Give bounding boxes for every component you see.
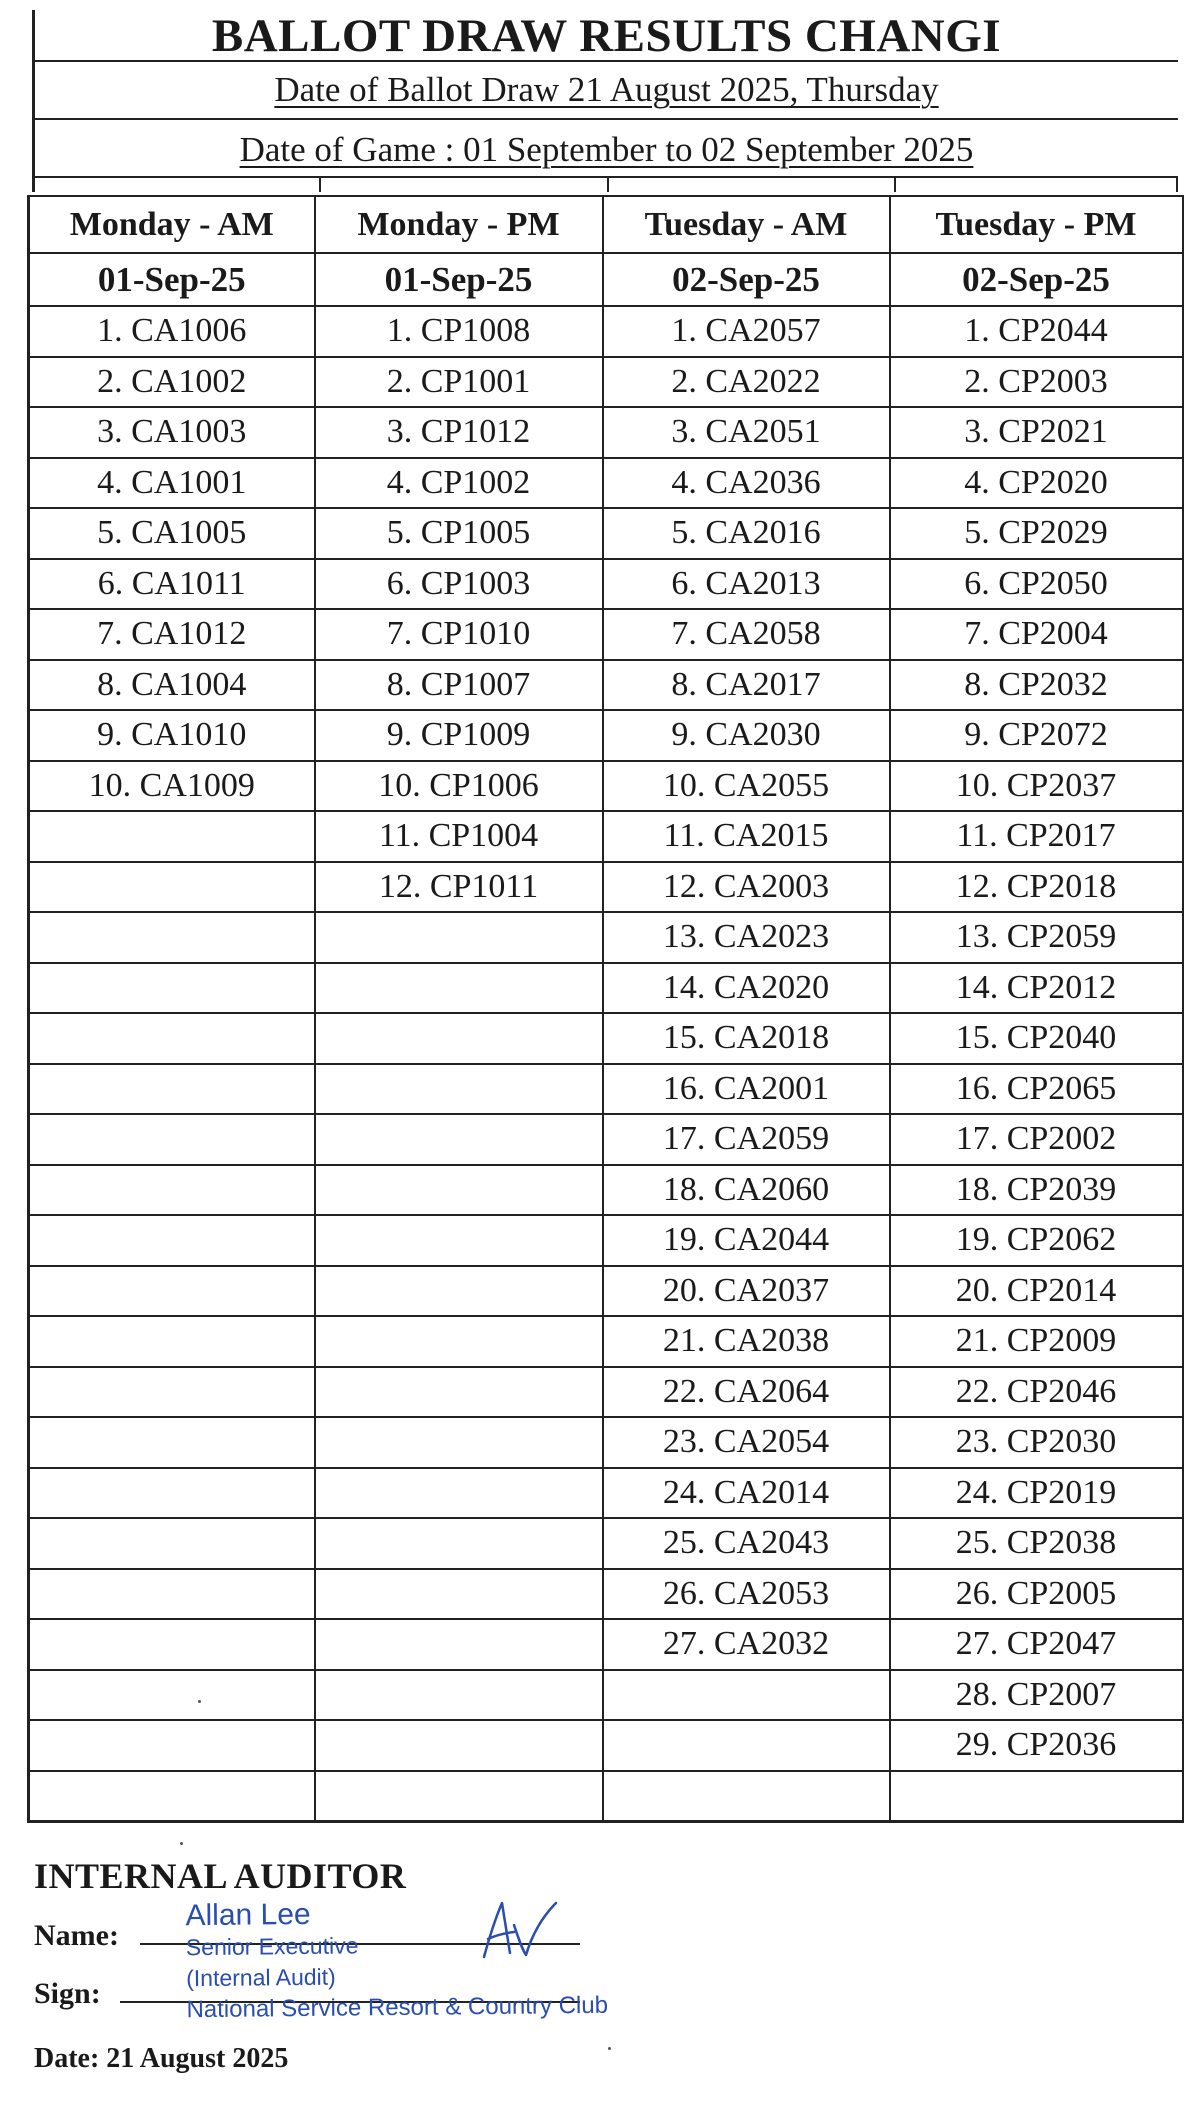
ballot-entry-cell: [315, 1064, 603, 1115]
ballot-entry-cell: 15. CP2040: [890, 1013, 1183, 1064]
table-row: [29, 1064, 1183, 1115]
ballot-entry-cell: 10. CA1009: [29, 761, 315, 812]
ballot-entry-cell: 6. CP2050: [890, 559, 1183, 610]
ballot-entry-cell: [603, 1771, 890, 1822]
ballot-entry-cell: [315, 1215, 603, 1266]
ballot-entry-cell: 17. CP2002: [890, 1114, 1183, 1165]
ballot-entry-cell: 9. CA1010: [29, 710, 315, 761]
ballot-entry-cell: 13. CA2023: [603, 912, 890, 963]
ballot-entry-cell: 4. CP2020: [890, 458, 1183, 509]
ballot-entry-cell: [29, 1013, 315, 1064]
ballot-draw-date-row: [32, 60, 1178, 118]
ballot-entry-cell: [315, 1013, 603, 1064]
auditor-title: INTERNAL AUDITOR: [34, 1856, 407, 1896]
ballot-entry-cell: 3. CP1012: [315, 407, 603, 458]
ballot-entry-cell: [315, 1165, 603, 1216]
table-row: [29, 912, 1183, 963]
ballot-entry-cell: 18. CA2060: [603, 1165, 890, 1216]
column-date-header: 02-Sep-25: [890, 253, 1183, 306]
ballot-entry-cell: [29, 963, 315, 1014]
ballot-entry-cell: 24. CP2019: [890, 1468, 1183, 1519]
ballot-entry-cell: 23. CA2054: [603, 1417, 890, 1468]
ballot-entry-cell: 5. CA2016: [603, 508, 890, 559]
game-date-row: [32, 118, 1178, 176]
ballot-entry-cell: 6. CA1011: [29, 559, 315, 610]
table-row: [29, 1215, 1183, 1266]
table-row: [29, 1619, 1183, 1670]
scan-speck: [198, 1700, 201, 1703]
table-row: [29, 1468, 1183, 1519]
ballot-entry-cell: 8. CP2032: [890, 660, 1183, 711]
column-day-header: Tuesday - PM: [890, 196, 1183, 253]
ballot-entry-cell: [315, 1720, 603, 1771]
ballot-entry-cell: 10. CA2055: [603, 761, 890, 812]
ballot-entry-cell: 8. CP1007: [315, 660, 603, 711]
ballot-entry-cell: 29. CP2036: [890, 1720, 1183, 1771]
ballot-entry-cell: 26. CP2005: [890, 1569, 1183, 1620]
ballot-entry-cell: [315, 1468, 603, 1519]
ballot-entry-cell: [29, 811, 315, 862]
ballot-entry-cell: 2. CA1002: [29, 357, 315, 408]
ballot-entry-cell: 5. CA1005: [29, 508, 315, 559]
table-row: [29, 1165, 1183, 1216]
table-row: [29, 710, 1183, 761]
ballot-entry-cell: 20. CA2037: [603, 1266, 890, 1317]
ballot-entry-cell: [29, 1114, 315, 1165]
table-row: [29, 306, 1183, 357]
header-spacer-row: [32, 176, 1178, 192]
column-day-header: Tuesday - AM: [603, 196, 890, 253]
ballot-entry-cell: 1. CP2044: [890, 306, 1183, 357]
ballot-entry-cell: 1. CP1008: [315, 306, 603, 357]
ballot-entry-cell: [315, 1114, 603, 1165]
ballot-entry-cell: 11. CA2015: [603, 811, 890, 862]
ballot-entry-cell: 24. CA2014: [603, 1468, 890, 1519]
table-row: [29, 407, 1183, 458]
ballot-entry-cell: 3. CA1003: [29, 407, 315, 458]
table-row: [29, 963, 1183, 1014]
ballot-entry-cell: 20. CP2014: [890, 1266, 1183, 1317]
table-row: [29, 1670, 1183, 1721]
ballot-entry-cell: [29, 1266, 315, 1317]
ballot-entry-cell: 12. CP2018: [890, 862, 1183, 913]
ballot-entry-cell: 9. CP1009: [315, 710, 603, 761]
column-day-header: Monday - AM: [29, 196, 315, 253]
ballot-entry-cell: 9. CP2072: [890, 710, 1183, 761]
scan-speck: [608, 2047, 611, 2050]
ballot-entry-cell: 11. CP2017: [890, 811, 1183, 862]
ballot-entry-cell: [315, 1417, 603, 1468]
ballot-entry-cell: 22. CA2064: [603, 1367, 890, 1418]
ballot-entry-cell: [315, 1771, 603, 1822]
ballot-entry-cell: 4. CA1001: [29, 458, 315, 509]
ballot-draw-date: Date of Ballot Draw 21 August 2025, Thursday: [274, 70, 939, 109]
ballot-entry-cell: [29, 1316, 315, 1367]
table-row: [29, 559, 1183, 610]
ballot-entry-cell: 15. CA2018: [603, 1013, 890, 1064]
ballot-entry-cell: 22. CP2046: [890, 1367, 1183, 1418]
page-title: BALLOT DRAW RESULTS CHANGI: [32, 10, 1178, 60]
ballot-entry-cell: 10. CP1006: [315, 761, 603, 812]
signature-graphic: [480, 1895, 560, 1965]
ballot-entry-cell: 21. CA2038: [603, 1316, 890, 1367]
ballot-entry-cell: [315, 1266, 603, 1317]
ballot-entry-cell: 8. CA1004: [29, 660, 315, 711]
ballot-entry-cell: 16. CP2065: [890, 1064, 1183, 1115]
ballot-entry-cell: [603, 1670, 890, 1721]
ballot-entry-cell: [315, 1619, 603, 1670]
date-header-row: [29, 253, 1183, 306]
ballot-entry-cell: 21. CP2009: [890, 1316, 1183, 1367]
ballot-entry-cell: 9. CA2030: [603, 710, 890, 761]
stamp-position: Senior Executive: [185, 1932, 359, 1961]
table-row: [29, 458, 1183, 509]
table-row: [29, 1266, 1183, 1317]
audit-date: Date: 21 August 2025: [34, 2043, 289, 2074]
ballot-entry-cell: 1. CA2057: [603, 306, 890, 357]
table-row: [29, 1569, 1183, 1620]
ballot-entry-cell: 13. CP2059: [890, 912, 1183, 963]
stamp-organization: National Service Resort & Country Club: [186, 1991, 609, 2024]
ballot-entry-cell: [29, 1771, 315, 1822]
ballot-entry-cell: 3. CP2021: [890, 407, 1183, 458]
table-row: [29, 660, 1183, 711]
ballot-entry-cell: 25. CP2038: [890, 1518, 1183, 1569]
ballot-entry-cell: [29, 1720, 315, 1771]
sign-label: Sign:: [34, 1977, 101, 2010]
ballot-entry-cell: 7. CP1010: [315, 609, 603, 660]
name-label: Name:: [34, 1919, 119, 1952]
day-header-row: [29, 196, 1183, 253]
ballot-entry-cell: 1. CA1006: [29, 306, 315, 357]
table-row: [29, 1013, 1183, 1064]
table-row: [29, 811, 1183, 862]
ballot-entry-cell: [29, 1670, 315, 1721]
ballot-entry-cell: 19. CP2062: [890, 1215, 1183, 1266]
table-row: [29, 357, 1183, 408]
table-row: [29, 1417, 1183, 1468]
ballot-entry-cell: [315, 1569, 603, 1620]
column-date-header: 01-Sep-25: [29, 253, 315, 306]
ballot-entry-cell: [890, 1771, 1183, 1822]
ballot-entry-cell: 7. CA1012: [29, 609, 315, 660]
table-row: [29, 508, 1183, 559]
ballot-entry-cell: [29, 1367, 315, 1418]
ballot-entry-cell: [603, 1720, 890, 1771]
ballot-entry-cell: [29, 1569, 315, 1620]
ballot-entry-cell: 4. CP1002: [315, 458, 603, 509]
ballot-entry-cell: 10. CP2037: [890, 761, 1183, 812]
ballot-entry-cell: [29, 1468, 315, 1519]
ballot-entry-cell: 2. CP1001: [315, 357, 603, 408]
table-row: [29, 862, 1183, 913]
ballot-entry-cell: 18. CP2039: [890, 1165, 1183, 1216]
ballot-entry-cell: [315, 1316, 603, 1367]
table-row: [29, 609, 1183, 660]
ballot-entry-cell: 5. CP2029: [890, 508, 1183, 559]
ballot-entry-cell: 12. CA2003: [603, 862, 890, 913]
ballot-entry-cell: [29, 912, 315, 963]
game-date: Date of Game : 01 September to 02 September 2025: [239, 130, 974, 169]
ballot-entry-cell: 27. CP2047: [890, 1619, 1183, 1670]
ballot-entry-cell: 7. CP2004: [890, 609, 1183, 660]
ballot-entry-cell: 6. CA2013: [603, 559, 890, 610]
results-table: [27, 195, 1184, 1823]
ballot-entry-cell: 23. CP2030: [890, 1417, 1183, 1468]
ballot-entry-cell: 4. CA2036: [603, 458, 890, 509]
ballot-entry-cell: 14. CP2012: [890, 963, 1183, 1014]
ballot-entry-cell: 3. CA2051: [603, 407, 890, 458]
ballot-entry-cell: [29, 862, 315, 913]
ballot-entry-cell: 8. CA2017: [603, 660, 890, 711]
table-row: [29, 1771, 1183, 1822]
ballot-entry-cell: 28. CP2007: [890, 1670, 1183, 1721]
ballot-entry-cell: [315, 963, 603, 1014]
stamp-department: (Internal Audit): [186, 1963, 336, 1992]
column-date-header: 02-Sep-25: [603, 253, 890, 306]
table-row: [29, 1114, 1183, 1165]
stamp-name: Allan Lee: [185, 1897, 311, 1933]
ballot-entry-cell: 25. CA2043: [603, 1518, 890, 1569]
ballot-entry-cell: 26. CA2053: [603, 1569, 890, 1620]
ballot-entry-cell: 6. CP1003: [315, 559, 603, 610]
scan-speck: [180, 1842, 183, 1845]
table-row: [29, 1316, 1183, 1367]
ballot-entry-cell: 16. CA2001: [603, 1064, 890, 1115]
table-row: [29, 1518, 1183, 1569]
ballot-entry-cell: [315, 912, 603, 963]
ballot-entry-cell: 19. CA2044: [603, 1215, 890, 1266]
ballot-entry-cell: 2. CA2022: [603, 357, 890, 408]
ballot-entry-cell: [29, 1619, 315, 1670]
ballot-entry-cell: [315, 1518, 603, 1569]
ballot-entry-cell: [29, 1165, 315, 1216]
ballot-entry-cell: 2. CP2003: [890, 357, 1183, 408]
table-row: [29, 1720, 1183, 1771]
ballot-entry-cell: 11. CP1004: [315, 811, 603, 862]
ballot-entry-cell: [29, 1215, 315, 1266]
ballot-entry-cell: 7. CA2058: [603, 609, 890, 660]
ballot-entry-cell: [315, 1367, 603, 1418]
document-header: [32, 10, 1178, 192]
ballot-entry-cell: 17. CA2059: [603, 1114, 890, 1165]
ballot-entry-cell: 12. CP1011: [315, 862, 603, 913]
column-date-header: 01-Sep-25: [315, 253, 603, 306]
ballot-entry-cell: [29, 1518, 315, 1569]
ballot-entry-cell: [29, 1064, 315, 1115]
ballot-entry-cell: 27. CA2032: [603, 1619, 890, 1670]
ballot-entry-cell: 14. CA2020: [603, 963, 890, 1014]
results-body: [29, 306, 1183, 1822]
ballot-entry-cell: [315, 1670, 603, 1721]
column-day-header: Monday - PM: [315, 196, 603, 253]
ballot-entry-cell: [29, 1417, 315, 1468]
table-row: [29, 761, 1183, 812]
table-row: [29, 1367, 1183, 1418]
ballot-entry-cell: 5. CP1005: [315, 508, 603, 559]
